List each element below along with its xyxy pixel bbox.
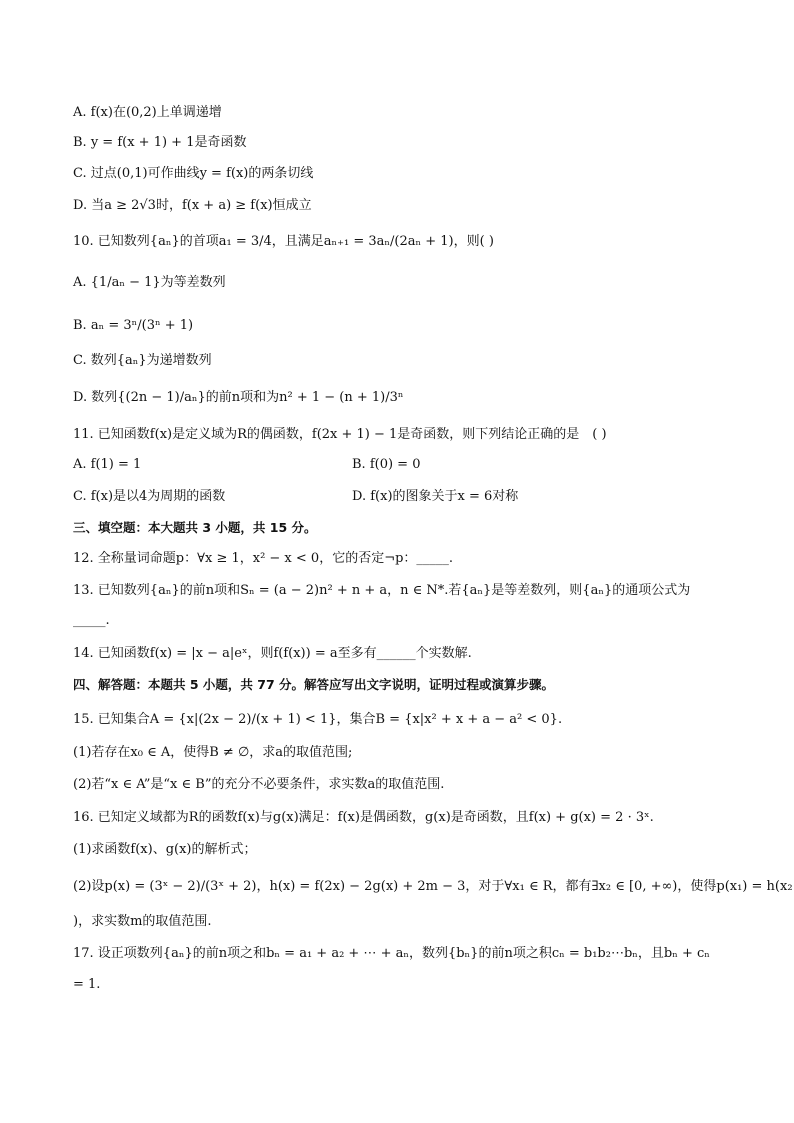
q15-part-2: (2)若“x ∈ A”是“x ∈ B”的充分不必要条件，求实数a的取值范围.: [73, 777, 445, 792]
q15-part-1: (1)若存在x₀ ∈ A，使得B ≠ ∅，求a的取值范围;: [73, 745, 353, 760]
q14-stem: 14. 已知函数f(x) = |x − a|eˣ，则f(f(x)) = a至多有______个实数解.: [73, 646, 472, 661]
q10-option-d: D. 数列{(2n − 1)/aₙ}的前n项和为n² + 1 − (n + 1)/3ⁿ: [73, 390, 404, 405]
q11-option-c: C. f(x)是以4为周期的函数: [73, 489, 226, 504]
q9-option-d: D. 当a ≥ 2√3时，f(x + a) ≥ f(x)恒成立: [73, 198, 312, 213]
q16-part-1: (1)求函数f(x)、g(x)的解析式；: [73, 842, 257, 857]
q13-blank: _____.: [73, 613, 110, 628]
q9-option-b: B. y = f(x + 1) + 1是奇函数: [73, 135, 247, 150]
q9-option-c: C. 过点(0,1)可作曲线y = f(x)的两条切线: [73, 166, 314, 181]
q16-stem: 16. 已知定义域都为R的函数f(x)与g(x)满足：f(x)是偶函数，g(x)是奇函数，且f(x) + g(x) = 2 · 3ˣ.: [73, 810, 654, 825]
q11-stem: 11. 已知函数f(x)是定义域为R的偶函数，f(2x + 1) − 1是奇函数，则下列结论正确的是 ( ): [73, 427, 607, 442]
q16-part-2-cont: )，求实数m的取值范围.: [73, 914, 212, 929]
q17-stem-cont: = 1.: [73, 977, 101, 992]
q17-stem: 17. 设正项数列{aₙ}的前n项之和bₙ = a₁ + a₂ + ⋯ + aₙ，数列{bₙ}的前n项之积cₙ = b₁b₂⋯bₙ，且bₙ + cₙ: [73, 946, 710, 961]
q10-option-a: A. {1/aₙ − 1}为等差数列: [73, 275, 226, 290]
q9-option-a: A. f(x)在(0,2)上单调递增: [73, 105, 222, 120]
section-heading-fill-in: 三、填空题：本大题共 3 小题，共 15 分。: [73, 520, 317, 535]
q10-option-b: B. aₙ = 3ⁿ/(3ⁿ + 1): [73, 318, 194, 333]
q11-option-d: D. f(x)的图象关于x = 6对称: [352, 489, 519, 504]
q11-option-b: B. f(0) = 0: [352, 457, 421, 472]
q10-stem: 10. 已知数列{aₙ}的首项a₁ = 3/4，且满足aₙ₊₁ = 3aₙ/(2aₙ + 1)，则( ): [73, 234, 494, 249]
q10-option-c: C. 数列{aₙ}为递增数列: [73, 353, 212, 368]
q13-stem: 13. 已知数列{aₙ}的前n项和Sₙ = (a − 2)n² + n + a，n ∈ N*.若{aₙ}是等差数列，则{aₙ}的通项公式为: [73, 583, 691, 598]
q16-part-2: (2)设p(x) = (3ˣ − 2)/(3ˣ + 2)，h(x) = f(2x) − 2g(x) + 2m − 3，对于∀x₁ ∈ R，都有∃x₂ ∈ [0, +∞)，使得p(x₁) = h(x₂: [73, 879, 793, 894]
section-heading-solutions: 四、解答题：本题共 5 小题，共 77 分。解答应写出文字说明，证明过程或演算步骤。: [73, 677, 555, 692]
q12-stem: 12. 全称量词命题p：∀x ≥ 1，x² − x < 0，它的否定¬p：_____.: [73, 551, 454, 566]
q15-stem: 15. 已知集合A = {x|(2x − 2)/(x + 1) < 1}，集合B = {x|x² + x + a − a² < 0}.: [73, 712, 563, 727]
q11-option-a: A. f(1) = 1: [73, 457, 142, 472]
